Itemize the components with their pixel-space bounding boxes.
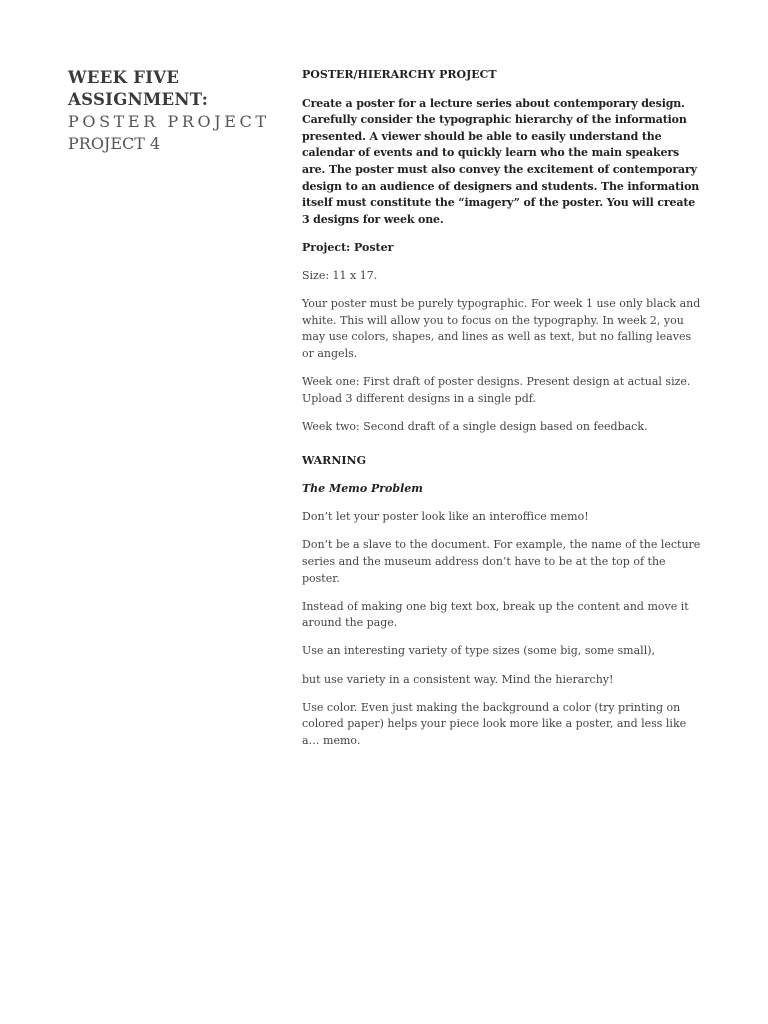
typographic-paragraph: Your poster must be purely typographic. For week 1 use only black and white. This will allow you to focus on the typography. In week 2, you may use colors, shapes, and lines as well as text, but no falling leaves or angels. bbox=[302, 297, 701, 360]
tip-paragraph: Don’t let your poster look like an interoffice memo! bbox=[302, 510, 589, 524]
intro-paragraph: Create a poster for a lecture series about contemporary design. Carefully consider the typographic hierarchy of the information presented. A viewer should be able to easily understand the calendar of events and to quickly learn who the main speakers are. The poster must also convey the excitement of contemporary design to an audience of designers and students. The information itself must constitute the “imagery” of the poster. You will create 3 designs for week one. bbox=[302, 96, 700, 226]
tip-paragraph: Don’t be a slave to the document. For example, the name of the lecture series and the museum address don’t have to be at the top of the poster. bbox=[302, 538, 701, 585]
project-number-label: PROJECT 4 bbox=[68, 134, 161, 153]
project-label: Project: Poster bbox=[302, 240, 394, 254]
week-label: WEEK FIVE bbox=[68, 68, 180, 87]
tip-paragraph: Instead of making one big text box, break up the content and move it around the page. bbox=[302, 599, 689, 630]
tip-paragraph: Use an interesting variety of type sizes (some big, some small), bbox=[302, 644, 655, 658]
assignment-body bbox=[302, 67, 702, 761]
poster-project-label: POSTER PROJECT bbox=[68, 112, 270, 131]
week-two-paragraph: Week two: Second draft of a single design based on feedback. bbox=[302, 419, 648, 433]
memo-problem-title: The Memo Problem bbox=[302, 482, 423, 496]
assignment-label: ASSIGNMENT: bbox=[68, 90, 209, 109]
warning-heading: WARNING bbox=[302, 454, 366, 468]
week-one-paragraph: Week one: First draft of poster designs. Present design at actual size. Upload 3 different designs in a single pdf. bbox=[302, 374, 691, 405]
assignment-title-block bbox=[68, 67, 283, 155]
tip-paragraph: Use color. Even just making the background a color (try printing on colored paper) helps your piece look more like a poster, and less like a… memo. bbox=[302, 700, 687, 747]
size-paragraph: Size: 11 x 17. bbox=[302, 268, 378, 282]
tip-paragraph: but use variety in a consistent way. Mind the hierarchy! bbox=[302, 672, 614, 686]
section-heading: POSTER/HIERARCHY PROJECT bbox=[302, 68, 497, 81]
